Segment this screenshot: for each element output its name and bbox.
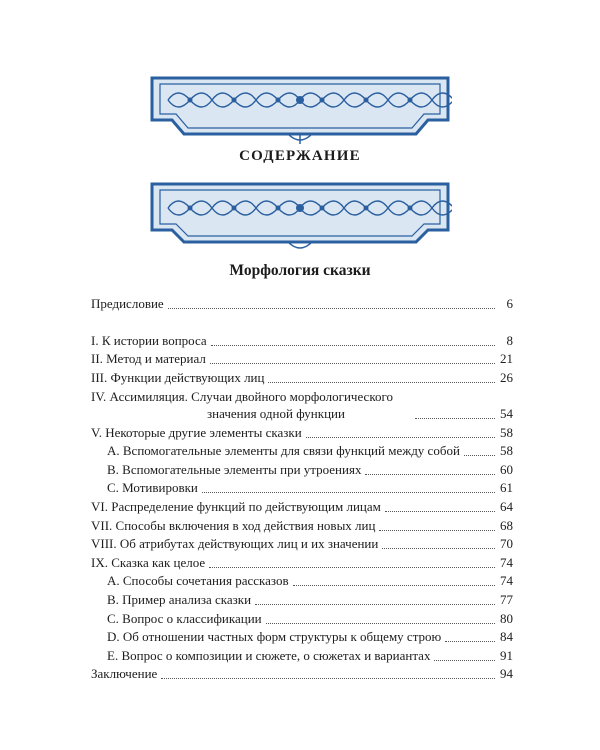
toc-entry-5[interactable]: V. Некоторые другие элементы сказки 58 — [91, 424, 513, 440]
ornament-top — [148, 74, 452, 148]
ornament-bottom — [148, 180, 452, 254]
toc-entry-8[interactable]: VIII. Об атрибутах действующих лиц и их значении 70 — [91, 536, 513, 552]
toc-entry-9a[interactable]: A. Способы сочетания рассказов 74 — [107, 573, 513, 589]
toc-entry-5b[interactable]: B. Вспомогательные элементы при утроениях 60 — [107, 461, 513, 477]
toc-entry-9[interactable]: IX. Сказка как целое 74 — [91, 554, 513, 570]
toc-entry-7[interactable]: VII. Способы включения в ход действия новых лиц 68 — [91, 517, 513, 533]
table-of-contents — [91, 293, 513, 682]
section-title: Морфология сказки — [229, 262, 371, 279]
toc-entry-9e[interactable]: E. Вопрос о композиции и сюжете, о сюжетах и вариантах 91 — [107, 647, 513, 663]
toc-entry-9d[interactable]: D. Об отношении частных форм структуры к общему строю 84 — [107, 629, 513, 645]
toc-entry-9b[interactable]: B. Пример анализа сказки 77 — [107, 591, 513, 607]
toc-entry-6[interactable]: VI. Распределение функций по действующим лицам 64 — [91, 498, 513, 514]
toc-entry-4[interactable]: IV. Ассимиляция. Случаи двойного морфологического значения одной функции 54 — [91, 388, 513, 421]
toc-entry-conclusion[interactable]: Заключение 94 — [91, 666, 513, 682]
toc-entry-9c[interactable]: C. Вопрос о классификации 80 — [107, 610, 513, 626]
toc-entry-2[interactable]: II. Метод и материал 21 — [91, 351, 513, 367]
toc-entry-5c[interactable]: C. Мотивировки 61 — [107, 480, 513, 496]
toc-entry-1[interactable]: I. К истории вопроса 8 — [91, 332, 513, 348]
toc-entry-3[interactable]: III. Функции действующих лиц 26 — [91, 369, 513, 385]
toc-entry-preface[interactable]: Предисловие 6 — [91, 295, 513, 311]
page-title: СОДЕРЖАНИЕ — [239, 148, 361, 164]
toc-entry-5a[interactable]: A. Вспомогательные элементы для связи функций между собой 58 — [107, 443, 513, 459]
